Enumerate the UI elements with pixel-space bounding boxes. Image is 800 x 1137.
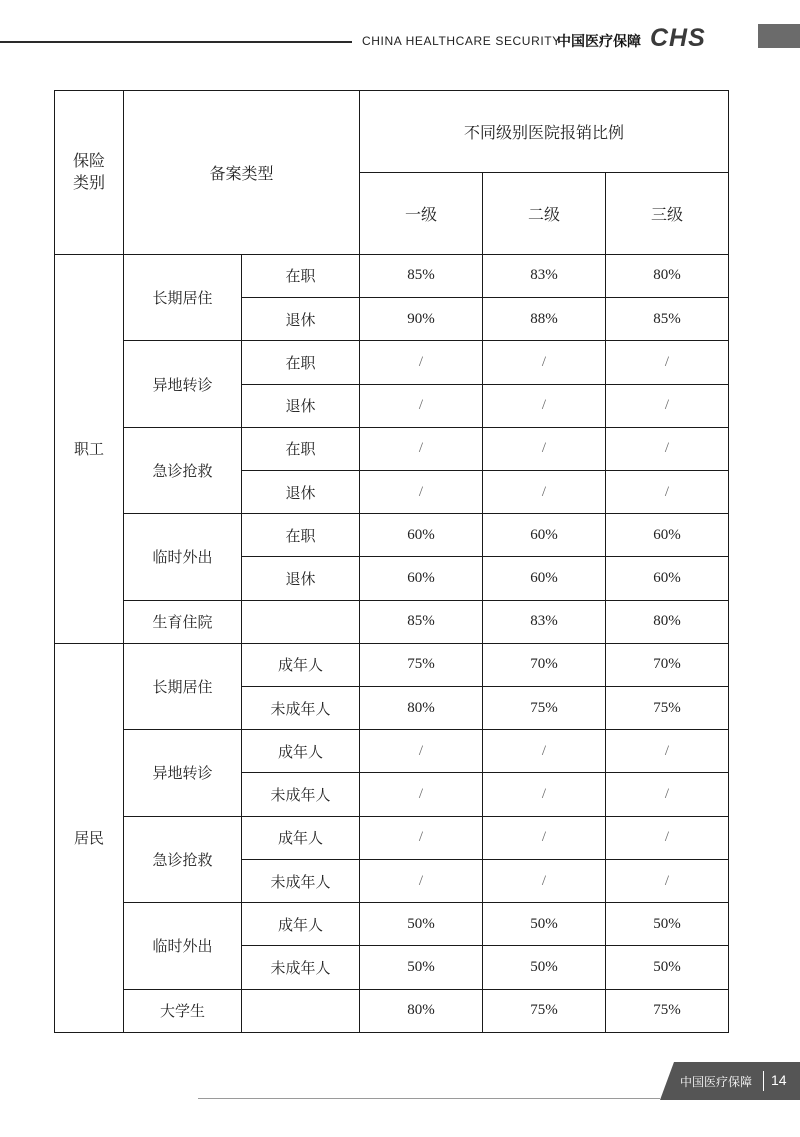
status-cell: 在职 [242,514,360,557]
status-cell: 成年人 [242,903,360,946]
status-cell: 未成年人 [242,859,360,902]
ratio-cell-level-1: / [360,773,483,816]
table-row [55,427,729,470]
ratio-cell-level-2: / [483,470,606,513]
filing-type-cell: 异地转诊 [124,341,242,427]
ratio-cell-level-3: 60% [606,514,729,557]
status-cell: 在职 [242,341,360,384]
ratio-cell-level-1: 50% [360,903,483,946]
ratio-cell-level-2: / [483,384,606,427]
ratio-cell-level-2: 83% [483,600,606,643]
status-cell: 未成年人 [242,946,360,989]
ratio-cell-level-1: / [360,859,483,902]
ratio-cell-level-3: 85% [606,298,729,341]
ratio-cell-level-1: 80% [360,989,483,1032]
ratio-cell-level-2: 83% [483,254,606,297]
ratio-cell-level-1: / [360,816,483,859]
ratio-header: 不同级别医院报销比例 [360,91,729,173]
ratio-cell-level-3: / [606,773,729,816]
table-row [55,600,729,643]
filing-type-cell: 长期居住 [124,254,242,340]
ratio-cell-level-3: / [606,341,729,384]
table-row [55,816,729,859]
ratio-cell-level-1: 85% [360,254,483,297]
table-row [55,643,729,686]
chs-logo: CHS [650,24,706,52]
ratio-cell-level-2: 50% [483,903,606,946]
ratio-cell-level-2: / [483,816,606,859]
status-cell: 退休 [242,557,360,600]
ratio-cell-level-3: / [606,427,729,470]
table-row [55,989,729,1032]
ratio-cell-level-3: / [606,730,729,773]
ratio-cell-level-2: 88% [483,298,606,341]
ratio-cell-level-2: 75% [483,989,606,1032]
ratio-cell-level-3: 80% [606,600,729,643]
footer-separator [763,1071,764,1091]
ratio-cell-level-3: / [606,816,729,859]
ratio-cell-level-3: 75% [606,989,729,1032]
header-corner-block [758,24,800,48]
ratio-cell-level-2: 60% [483,514,606,557]
footer-publication: 中国医疗保障 [680,1075,753,1089]
ratio-cell-level-1: 60% [360,514,483,557]
filing-type-cell: 长期居住 [124,643,242,729]
status-cell: 退休 [242,470,360,513]
header-rule-segment [300,41,352,43]
table-body [55,91,729,1033]
ratio-cell-level-1: 60% [360,557,483,600]
reimbursement-table [54,90,729,1033]
filing-type-cell: 急诊抢救 [124,427,242,513]
ratio-cell-level-2: / [483,730,606,773]
ratio-cell-level-2: / [483,341,606,384]
ratio-cell-level-1: / [360,341,483,384]
status-cell: 在职 [242,254,360,297]
ratio-cell-level-2: / [483,859,606,902]
status-cell: 未成年人 [242,687,360,730]
ratio-cell-level-2: 60% [483,557,606,600]
ratio-cell-level-1: / [360,384,483,427]
table-row [55,341,729,384]
filing-type-cell: 急诊抢救 [124,816,242,902]
ratio-cell-level-1: / [360,470,483,513]
ratio-cell-level-3: 75% [606,687,729,730]
status-cell: 成年人 [242,643,360,686]
ratio-cell-level-1: 75% [360,643,483,686]
ratio-cell-level-1: / [360,427,483,470]
filing-type-cell: 异地转诊 [124,730,242,816]
status-cell [242,989,360,1032]
table-row [55,254,729,297]
filing-type-cell: 生育住院 [124,600,242,643]
header-chinese-title: 中国医疗保障 [557,34,641,50]
filing-type-cell: 大学生 [124,989,242,1032]
table-row [55,903,729,946]
status-cell: 成年人 [242,816,360,859]
ratio-cell-level-1: 80% [360,687,483,730]
level-2-header: 二级 [483,173,606,254]
ratio-cell-level-3: 60% [606,557,729,600]
level-3-header: 三级 [606,173,729,254]
ratio-cell-level-2: 70% [483,643,606,686]
ratio-cell-level-3: / [606,470,729,513]
ratio-cell-level-3: 50% [606,903,729,946]
table-row [55,730,729,773]
ratio-cell-level-3: 70% [606,643,729,686]
ratio-cell-level-2: 50% [483,946,606,989]
ratio-cell-level-2: 75% [483,687,606,730]
ratio-cell-level-3: 80% [606,254,729,297]
status-cell: 在职 [242,427,360,470]
status-cell [242,600,360,643]
ratio-cell-level-1: 85% [360,600,483,643]
status-cell: 未成年人 [242,773,360,816]
page-number: 14 [771,1072,787,1088]
resident-category-label: 居民 [55,643,124,1032]
ratio-cell-level-3: / [606,384,729,427]
status-cell: 成年人 [242,730,360,773]
ratio-cell-level-3: / [606,859,729,902]
filing-type-header: 备案类型 [124,91,360,255]
footer-rule [198,1098,660,1099]
table-row [55,514,729,557]
ratio-cell-level-2: / [483,773,606,816]
ratio-cell-level-1: 90% [360,298,483,341]
insurance-type-header: 保险 类别 [55,91,124,255]
header-row [55,91,729,173]
employee-category-label: 职工 [55,254,124,643]
filing-type-cell: 临时外出 [124,903,242,989]
ratio-cell-level-2: / [483,427,606,470]
ratio-cell-level-1: 50% [360,946,483,989]
ratio-cell-level-3: 50% [606,946,729,989]
level-1-header: 一级 [360,173,483,254]
status-cell: 退休 [242,298,360,341]
status-cell: 退休 [242,384,360,427]
header-english-title: CHINA HEALTHCARE SECURITY [362,34,561,48]
ratio-cell-level-1: / [360,730,483,773]
filing-type-cell: 临时外出 [124,514,242,600]
